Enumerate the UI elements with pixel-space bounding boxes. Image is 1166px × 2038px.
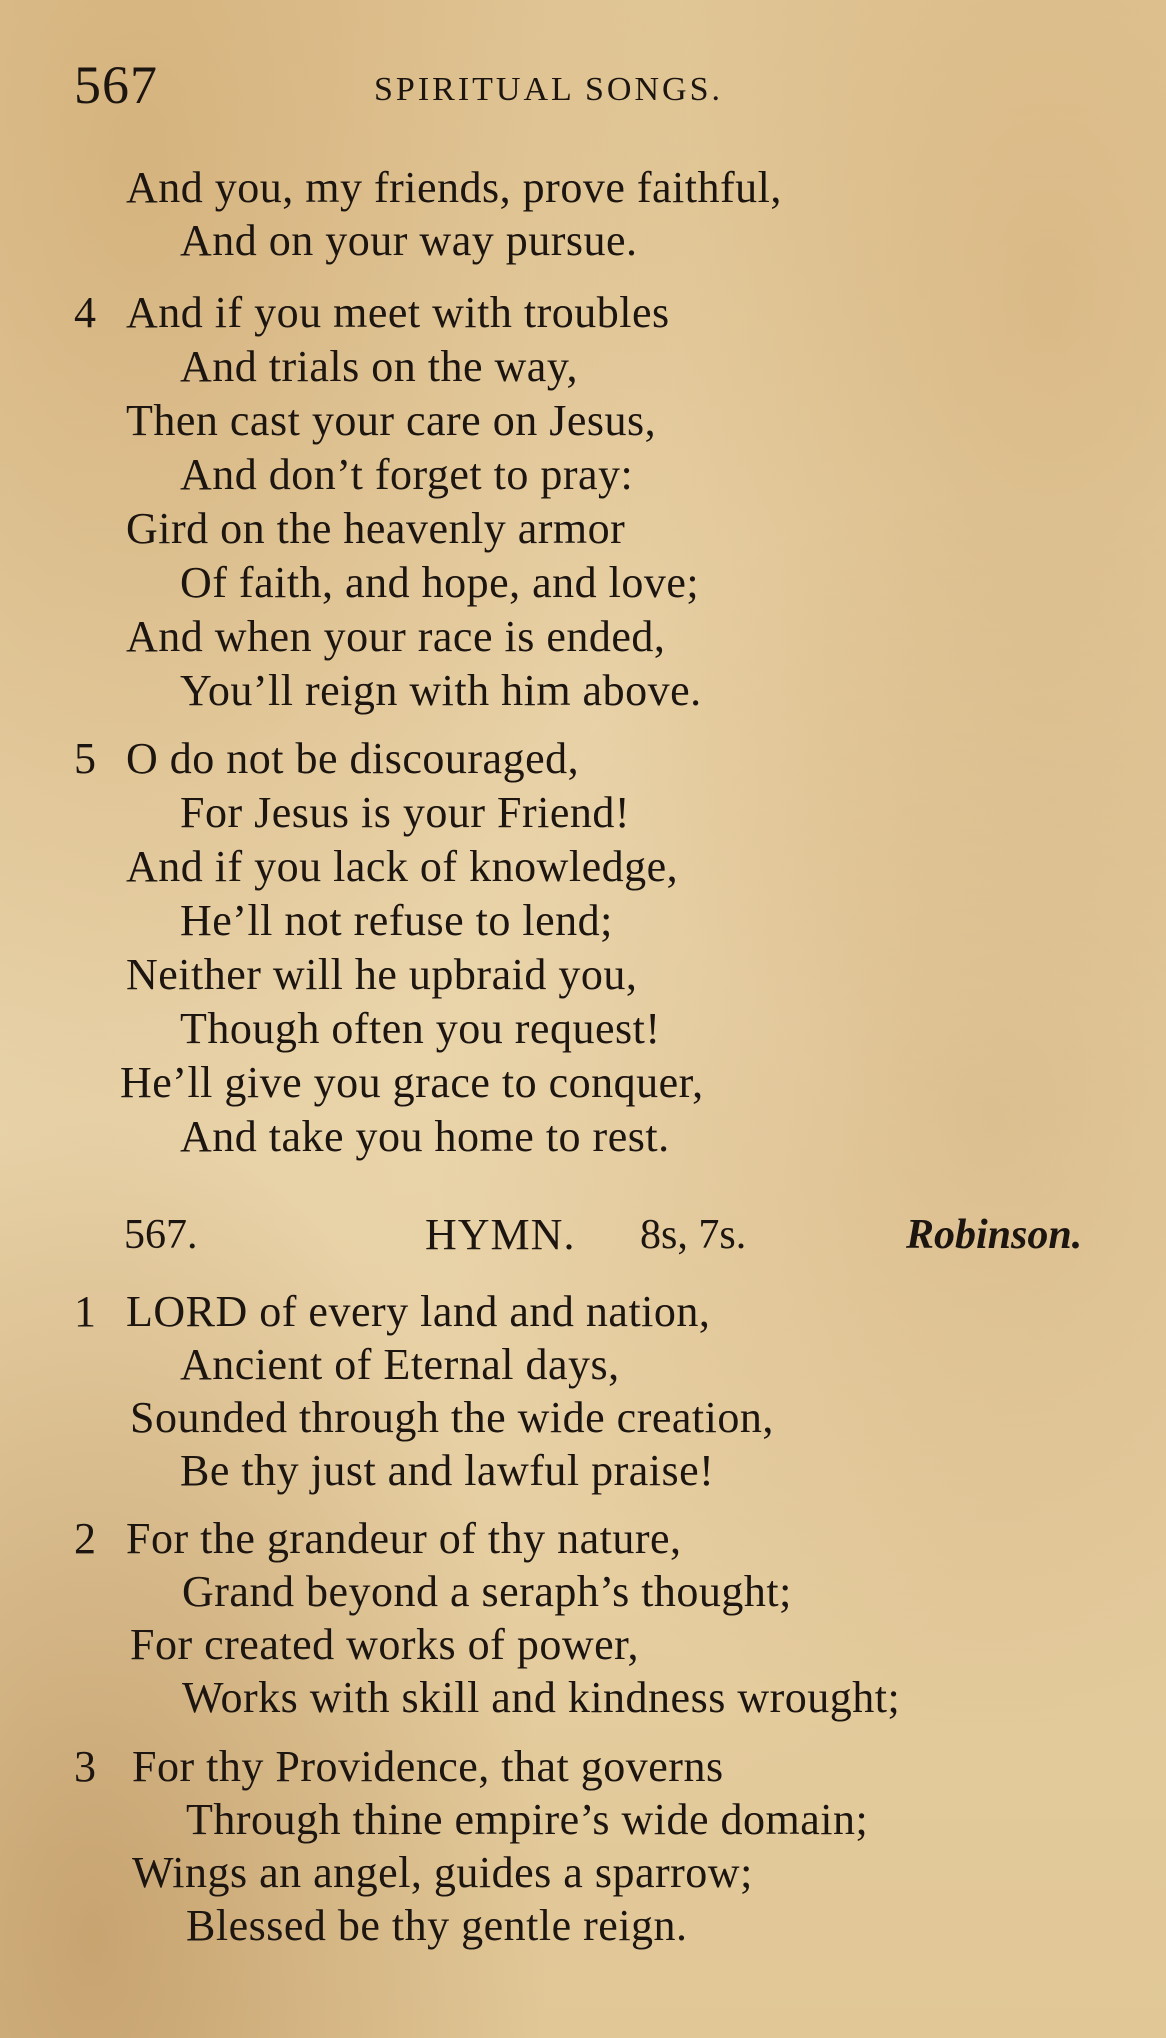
verse-number: 3 — [74, 1742, 96, 1791]
hymn-title: HYMN. — [425, 1210, 576, 1259]
verse-line: Through thine empire’s wide domain; — [186, 1795, 869, 1844]
verse-line: And you, my friends, prove faithful, — [126, 163, 782, 212]
verse-line: For thy Providence, that governs — [132, 1742, 724, 1791]
verse-number: 5 — [74, 734, 96, 783]
hymn-number: 567. — [124, 1212, 198, 1258]
verse-line: Gird on the heavenly armor — [126, 504, 626, 553]
verse-line: You’ll reign with him above. — [180, 666, 702, 715]
verse-line: For created works of power, — [130, 1620, 640, 1669]
verse-line: Ancient of Eternal days, — [180, 1340, 620, 1389]
verse-line: For Jesus is your Friend! — [180, 788, 631, 837]
verse-number: 2 — [74, 1514, 96, 1563]
hymn-author: Robinson. — [906, 1212, 1083, 1258]
verse-line: Of faith, and hope, and love; — [180, 558, 700, 607]
verse-line: Be thy just and lawful praise! — [180, 1446, 715, 1495]
verse-line: And on your way pursue. — [180, 216, 638, 265]
page-number: 567 — [74, 55, 158, 115]
verse-number: 1 — [74, 1287, 96, 1336]
verse-line: For the grandeur of thy nature, — [126, 1514, 682, 1563]
verse-line: LORD of every land and nation, — [126, 1287, 711, 1336]
verse-line: And don’t forget to pray: — [180, 450, 634, 499]
verse-line: Neither will he upbraid you, — [126, 950, 638, 999]
verse-line: Grand beyond a seraph’s thought; — [182, 1567, 792, 1616]
verse-number: 4 — [74, 288, 96, 337]
verse-line: Wings an angel, guides a sparrow; — [132, 1848, 753, 1897]
running-title: SPIRITUAL SONGS. — [374, 71, 724, 108]
verse-line: Though often you request! — [180, 1004, 661, 1053]
verse-line: Blessed be thy gentle reign. — [186, 1901, 688, 1950]
verse-line: O do not be discouraged, — [126, 734, 580, 783]
hymn-meter: 8s, 7s. — [640, 1212, 747, 1258]
verse-line: He’ll give you grace to conquer, — [120, 1058, 704, 1107]
verse-line: And if you meet with troubles — [126, 288, 670, 337]
verse-line: And when your race is ended, — [126, 612, 666, 661]
verse-line: Works with skill and kindness wrought; — [182, 1673, 901, 1722]
verse-line: And trials on the way, — [180, 342, 578, 391]
hymn-heading — [0, 1205, 1166, 1265]
verse-line: Then cast your care on Jesus, — [126, 396, 657, 445]
verse-line: And take you home to rest. — [180, 1112, 670, 1161]
verse-line: He’ll not refuse to lend; — [180, 896, 613, 945]
verse-line: Sounded through the wide creation, — [130, 1393, 774, 1442]
verse-line: And if you lack of knowledge, — [126, 842, 679, 891]
page-header — [74, 50, 1114, 120]
